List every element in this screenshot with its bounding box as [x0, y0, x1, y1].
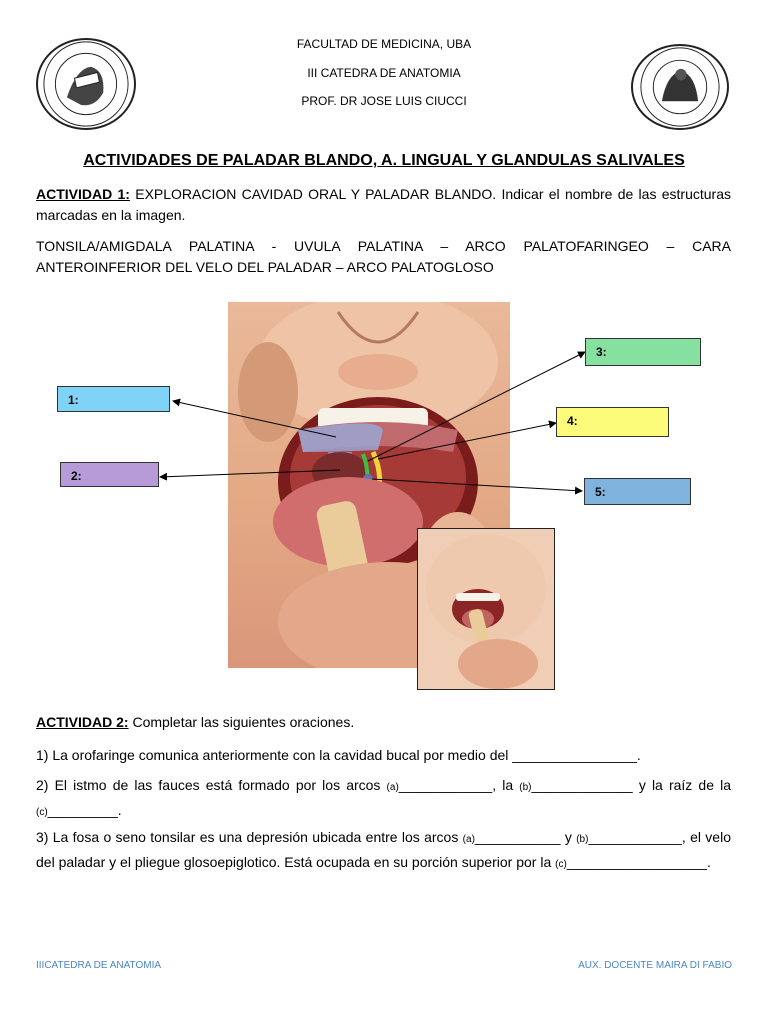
label-box-1[interactable]: 1: — [57, 386, 170, 412]
question-3-part-d: __________________. — [566, 854, 711, 870]
arrow-4 — [378, 423, 556, 459]
question-3-marker-a: (a) — [462, 834, 475, 845]
question-3-part-c: ____________, el velo del paladar y el pliegue glosoepiglotico. Está ocupada en su porción superior por la — [36, 829, 731, 870]
activity2-instructions — [36, 712, 731, 733]
header-catedra: III CATEDRA DE ANATOMIA — [307, 66, 461, 80]
arrow-1 — [173, 401, 336, 437]
activity2-heading: ACTIVIDAD 2: — [36, 714, 129, 730]
question-3-marker-c: (c) — [555, 859, 567, 870]
label-box-3[interactable]: 3: — [585, 338, 701, 366]
question-2-part-c: _____________ y la raíz de la — [531, 777, 731, 793]
footer-left: IIICATEDRA DE ANATOMIA — [36, 960, 162, 971]
question-2 — [36, 774, 731, 824]
arrow-5 — [372, 479, 582, 491]
question-1: 1) La orofaringe comunica anteriormente con la cavidad bucal por medio del ________________. — [36, 747, 641, 763]
question-2-marker-c: (c) — [36, 807, 48, 818]
question-2-part-b: ____________, la — [398, 777, 520, 793]
question-3-part-b: ___________ y — [474, 829, 577, 845]
header-professor: PROF. DR JOSE LUIS CIUCCI — [301, 94, 467, 108]
question-3-part-a: 3) La fosa o seno tonsilar es una depresión ubicada entre los arcos — [36, 829, 463, 845]
page-title: ACTIVIDADES DE PALADAR BLANDO, A. LINGUAL Y GLANDULAS SALIVALES — [83, 152, 685, 169]
header-faculty: FACULTAD DE MEDICINA, UBA — [296, 37, 472, 51]
arrow-3 — [368, 352, 585, 461]
question-2-part-a: 2) El istmo de las fauces está formado por los arcos — [36, 777, 387, 793]
question-2-marker-b: (b) — [519, 782, 532, 793]
activity2-intro: Completar las siguientes oraciones. — [128, 714, 355, 730]
footer-right: AUX. DOCENTE MAIRA DI FABIO — [578, 960, 732, 971]
activity1-options: TONSILA/AMIGDALA PALATINA - UVULA PALATINA – ARCO PALATOFARINGEO – CARA ANTEROINFERIOR DEL VELO DEL PALADAR – ARCO PALATOGLOSO — [36, 238, 731, 275]
activity1-heading: ACTIVIDAD 1: — [36, 186, 130, 202]
question-3-marker-b: (b) — [576, 834, 589, 845]
question-2-marker-a: (a) — [386, 782, 399, 793]
label-box-2[interactable]: 2: — [60, 462, 159, 487]
question-3 — [36, 826, 731, 876]
arrow-2 — [160, 470, 340, 477]
label-box-4[interactable]: 4: — [556, 407, 669, 437]
question-2-part-d: _________. — [47, 802, 122, 818]
label-box-5[interactable]: 5: — [584, 478, 691, 505]
activity1-text: EXPLORACION CAVIDAD ORAL Y PALADAR BLANDO. Indicar el nombre de las estructuras marcadas en la imagen. — [36, 186, 731, 223]
